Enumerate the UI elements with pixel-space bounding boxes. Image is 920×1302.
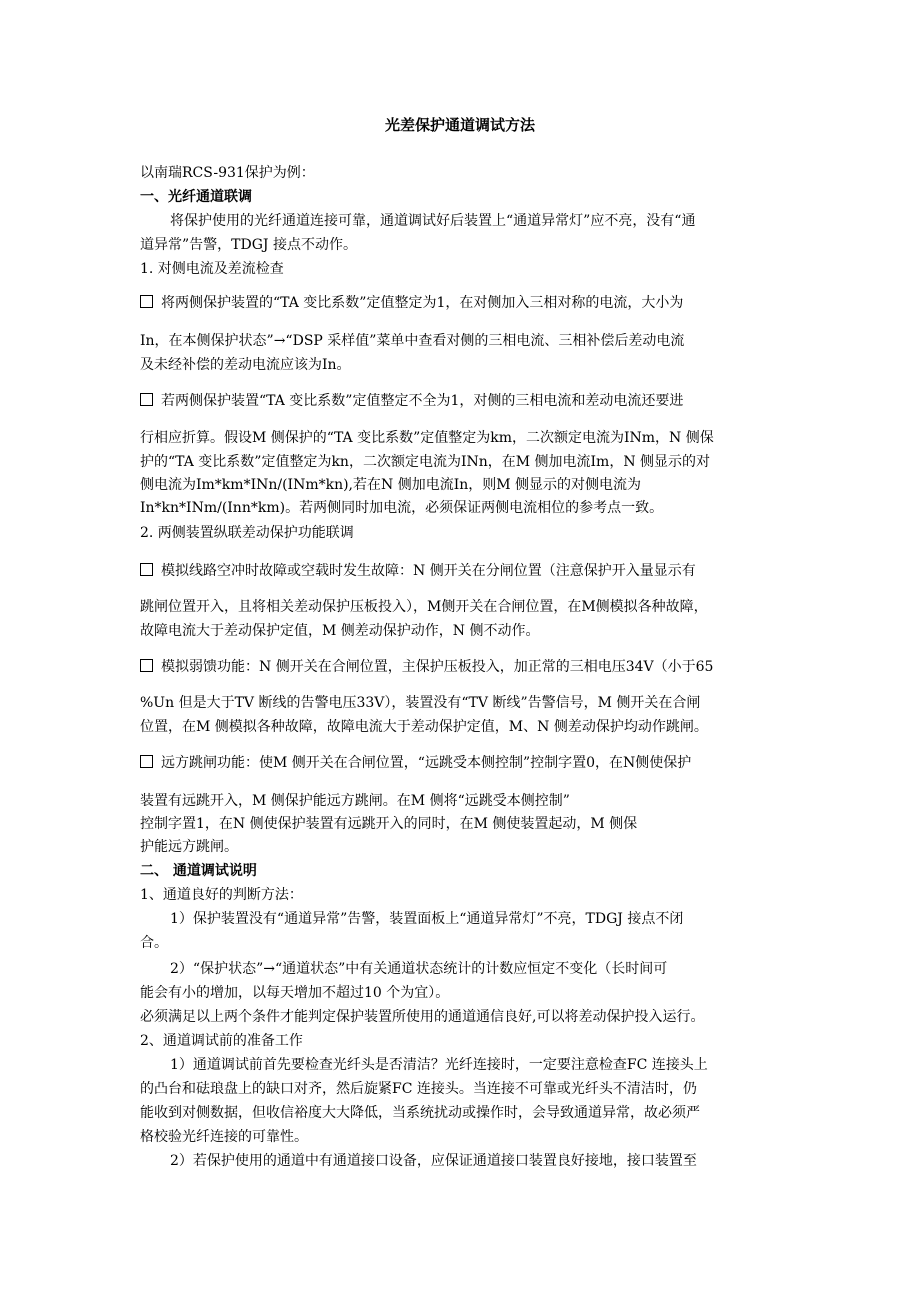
checkbox-icon: [140, 295, 153, 308]
section-1-paragraph-line: 将保护使用的光纤通道连接可靠，通道调试好后装置上“通道异常灯”应不亮，没有“通: [170, 213, 696, 229]
item-line: 2）若保护使用的通道中有通道接口设备，应保证通道接口装置良好接地，接口装置至: [170, 1153, 697, 1169]
bullet-2-line: 行相应折算。假设M 侧保护的“TA 变比系数”定值整定为km，二次额定电流为INm，N 侧保: [140, 430, 714, 446]
item-line: 格校验光纤连接的可靠性。: [140, 1129, 308, 1145]
bullet-4-line: 位置，在M 侧模拟各种故障，故障电流大于差动保护定值，M、N 侧差动保护均动作跳闸。: [140, 719, 708, 735]
bullet-3-line: 模拟线路空冲时故障或空载时发生故障：N 侧开关在分闸位置（注意保护开入量显示有: [140, 562, 696, 580]
subsection-2-1-heading: 1、通道良好的判断方法：: [140, 887, 303, 903]
item-line: 合。: [140, 935, 168, 951]
section-1-paragraph-line: 道异常”告警，TDGJ 接点不动作。: [140, 237, 357, 253]
bullet-3-line: 故障电流大于差动保护定值，M 侧差动保护动作，N 侧不动作。: [140, 623, 540, 639]
checkbox-icon: [140, 659, 153, 672]
subsection-1-2-heading: 2. 两侧装置纵联差动保护功能联调: [140, 525, 354, 541]
bullet-1-line: In，在本侧保护状态”→“DSP 采样值”菜单中查看对侧的三相电流、三相补偿后差动电流: [140, 333, 685, 349]
conclusion-line: 必须满足以上两个条件才能判定保护装置所使用的通道通信良好,可以将差动保护投入运行。: [140, 1009, 705, 1025]
checkbox-icon: [140, 755, 153, 768]
bullet-2-line: 护的“TA 变比系数”定值整定为kn，二次额定电流为INn，在M 侧加电流Im，N 侧显示的对: [140, 454, 711, 470]
item-line: 能收到对侧数据，但收信裕度大大降低，当系统扰动或操作时，会导致通道异常，故必须严: [140, 1105, 700, 1121]
item-line: 能会有小的增加，以每天增加不超过10 个为宜）。: [140, 985, 450, 1001]
bullet-2-line: 侧电流为Im*km*INn/(INm*kn),若在N 侧加电流In，则M 侧显示的对侧电流为: [140, 477, 642, 493]
bullet-4-line: %Un 但是大于TV 断线的告警电压33V），装置没有“TV 断线”告警信号，M 侧开关在合闸: [140, 695, 701, 711]
intro-line: 以南瑞RCS-931保护为例：: [140, 165, 315, 181]
checkbox-icon: [140, 393, 153, 406]
item-line: 的凸台和砝琅盘上的缺口对齐，然后旋紧FC 连接头。当连接不可靠或光纤头不清洁时，仍: [140, 1081, 697, 1097]
checkbox-icon: [140, 563, 153, 576]
bullet-2-line: In*kn*INm/(Inn*km)。若两侧同时加电流，必须保证两侧电流相位的参考点一致。: [140, 500, 664, 516]
bullet-5-line: 护能远方跳闸。: [140, 839, 238, 855]
bullet-1-line: 将两侧保护装置的“TA 变比系数”定值整定为1，在对侧加入三相对称的电流，大小为: [140, 294, 683, 312]
subsection-1-1-heading: 1. 对侧电流及差流检查: [140, 261, 284, 277]
bullet-5-line: 远方跳闸功能：使M 侧开关在合闸位置，“远跳受本侧控制”控制字置0，在N侧使保护: [140, 754, 691, 772]
item-line: 1）保护装置没有“通道异常”告警，装置面板上“通道异常灯”不亮，TDGJ 接点不闭: [170, 911, 684, 927]
bullet-3-line: 跳闸位置开入，且将相关差动保护压板投入），M侧开关在合闸位置，在M侧模拟各种故障，: [140, 599, 708, 615]
bullet-5-line: 装置有远跳开入，M 侧保护能远方跳闸。在M 侧将“远跳受本侧控制”: [140, 793, 570, 809]
bullet-1-line: 及未经补偿的差动电流应该为In。: [140, 357, 351, 373]
section-1-heading: 一、光纤通道联调: [140, 189, 252, 205]
item-line: 1）通道调试前首先要检查光纤头是否清洁？光纤连接时，一定要注意检查FC 连接头上: [170, 1057, 708, 1073]
bullet-5-line: 控制字置1，在N 侧使保护装置有远跳开入的同时，在M 侧使装置起动，M 侧保: [140, 816, 638, 832]
page-title: 光差保护通道调试方法: [384, 116, 535, 134]
bullet-2-line: 若两侧保护装置“TA 变比系数”定值整定不全为1，对侧的三相电流和差动电流还要进: [140, 392, 683, 410]
subsection-2-2-heading: 2、通道调试前的准备工作: [140, 1033, 303, 1049]
item-line: 2）“保护状态”→“通道状态”中有关通道状态统计的计数应恒定不变化（长时间可: [170, 961, 668, 977]
section-2-heading: 二、 通道调试说明: [140, 863, 257, 879]
bullet-4-line: 模拟弱馈功能：N 侧开关在合闸位置，主保护压板投入，加正常的三相电压34V（小于65: [140, 658, 713, 676]
